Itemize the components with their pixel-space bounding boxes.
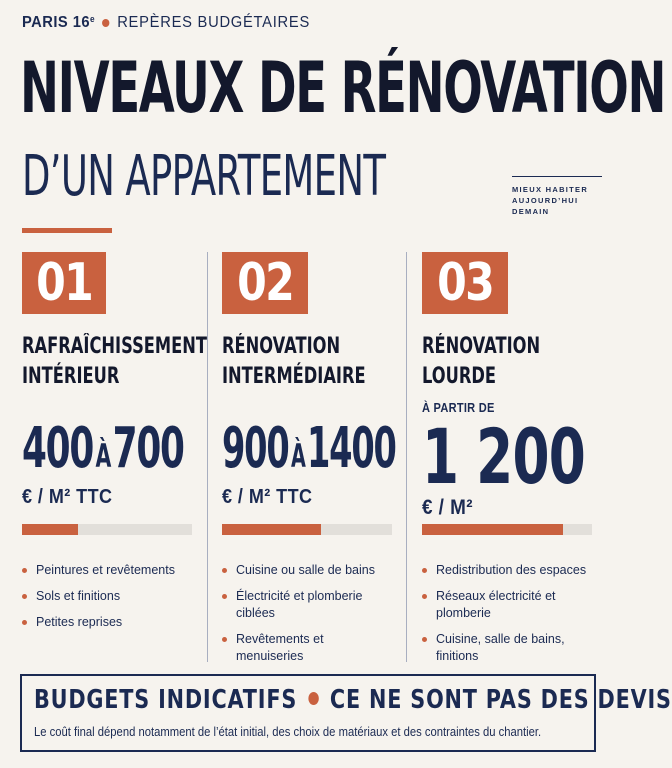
level-title: RÉNOVATION LOURDE bbox=[422, 334, 541, 389]
list-item: Réseaux électricité et plomberie bbox=[422, 588, 604, 622]
bullet-list bbox=[22, 562, 202, 640]
level-card-2 bbox=[222, 252, 398, 662]
accent-rule bbox=[22, 228, 112, 233]
page-subtitle: D’UN APPARTEMENT bbox=[22, 144, 386, 209]
list-item: Revêtements et menuiseries bbox=[222, 631, 392, 665]
tagline-line: AUJOURD’HUI bbox=[512, 196, 579, 205]
disclaimer-box bbox=[20, 674, 672, 752]
separator-dot bbox=[102, 19, 109, 27]
disclaimer-note: Le coût final dépend notamment de l’état initial, des choix de matériaux et des contraintes du chantier. bbox=[34, 725, 542, 739]
list-item: Peintures et revêtements bbox=[22, 562, 202, 579]
level-card-1 bbox=[22, 252, 207, 662]
price-unit: € / M² bbox=[422, 496, 474, 519]
price-unit: € / M² TTC bbox=[22, 486, 113, 508]
budget-level-fill bbox=[22, 524, 78, 535]
budget-level-fill bbox=[222, 524, 321, 535]
price-from: 1 200 bbox=[422, 412, 586, 501]
price-range: 900À1400 bbox=[222, 416, 396, 481]
brand-tagline bbox=[512, 176, 602, 217]
location-label: PARIS 16e bbox=[22, 14, 96, 31]
budget-level-fill bbox=[422, 524, 563, 535]
kicker-label: REPÈRES BUDGÉTAIRES bbox=[117, 14, 311, 31]
level-card-3 bbox=[422, 252, 600, 662]
list-item: Cuisine ou salle de bains bbox=[222, 562, 392, 579]
column-divider bbox=[207, 252, 208, 662]
topline bbox=[22, 14, 310, 32]
separator-dot bbox=[308, 692, 318, 705]
list-item: Redistribution des espaces bbox=[422, 562, 604, 579]
level-title: RÉNOVATION INTERMÉDIAIRE bbox=[222, 334, 366, 389]
level-number-badge: 02 bbox=[222, 252, 308, 314]
price-range: 400À700 bbox=[22, 416, 184, 481]
level-title: RAFRAÎCHISSEMENT INTÉRIEUR bbox=[22, 334, 207, 389]
page-title: NIVEAUX DE RÉNOVATION bbox=[20, 47, 666, 129]
list-item: Électricité et plomberie ciblées bbox=[222, 588, 392, 622]
level-number-badge: 01 bbox=[22, 252, 106, 314]
price-prefix: À PARTIR DE bbox=[422, 400, 495, 415]
level-number-badge: 03 bbox=[422, 252, 508, 314]
list-item: Sols et finitions bbox=[22, 588, 202, 605]
price-unit: € / M² TTC bbox=[222, 486, 313, 508]
budget-level-bar bbox=[422, 524, 592, 535]
bullet-list bbox=[422, 562, 604, 674]
budget-level-bar bbox=[22, 524, 192, 535]
column-divider bbox=[406, 252, 407, 662]
tagline-line: DEMAIN bbox=[512, 207, 550, 216]
list-item: Petites reprises bbox=[22, 614, 202, 631]
list-item: Cuisine, salle de bains, finitions bbox=[422, 631, 604, 665]
disclaimer-right: CE NE SONT PAS DES DEVIS bbox=[329, 685, 672, 715]
budget-level-bar bbox=[222, 524, 392, 535]
bullet-list bbox=[222, 562, 392, 674]
disclaimer-title bbox=[34, 685, 672, 715]
tagline-line: MIEUX HABITER bbox=[512, 185, 589, 194]
disclaimer-left: BUDGETS INDICATIFS bbox=[34, 685, 298, 715]
